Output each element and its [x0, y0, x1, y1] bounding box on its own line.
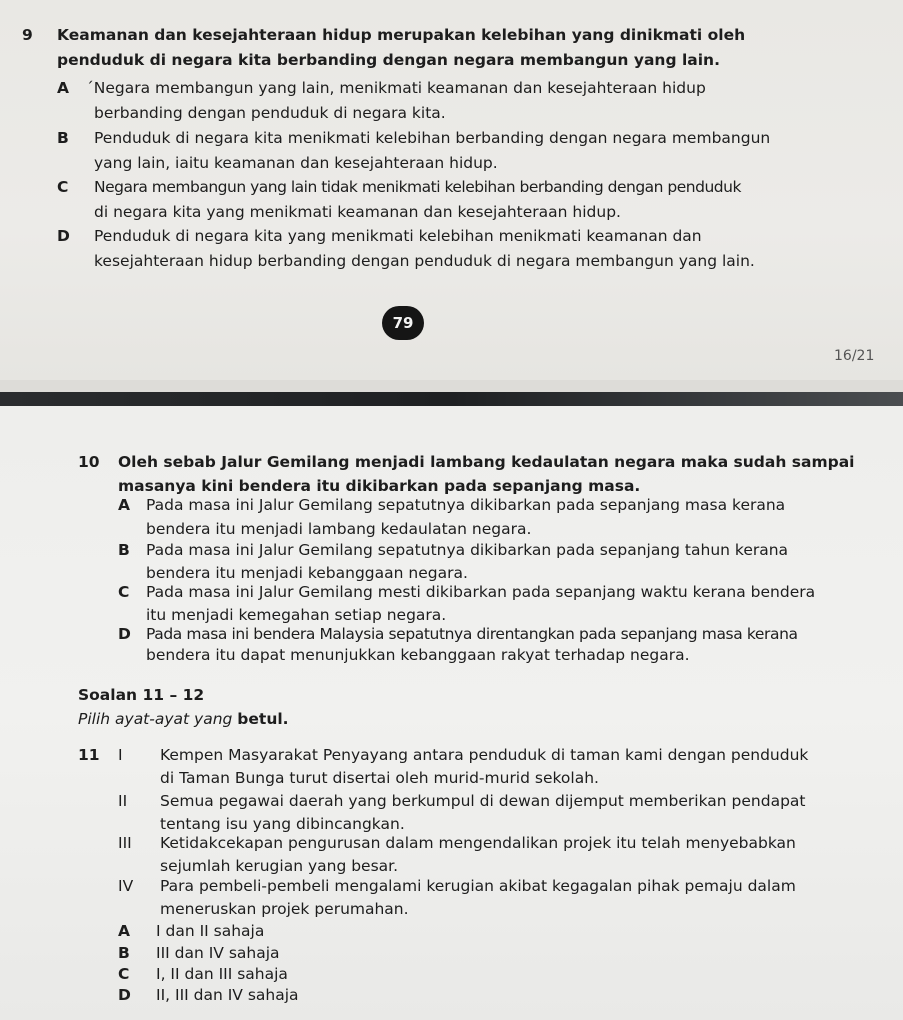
question-number: 10: [78, 453, 100, 471]
statement-i-text: di Taman Bunga turut disertai oleh murid-murid sekolah.: [160, 769, 599, 787]
option-c-text: itu menjadi kemegahan setiap negara.: [146, 606, 447, 624]
option-a-text: ´Negara membangun yang lain, menikmati keamanan dan kesejahteraan hidup: [86, 79, 706, 97]
section-title: Soalan 11 – 12: [78, 686, 205, 704]
option-a-text: bendera itu menjadi lambang kedaulatan negara.: [146, 520, 532, 538]
option-c-text: I, II dan III sahaja: [156, 965, 288, 983]
statement-iii-text: sejumlah kerugian yang besar.: [160, 857, 399, 875]
statement-roman: IV: [118, 877, 134, 895]
option-a-text: Pada masa ini Jalur Gemilang sepatutnya dikibarkan pada sepanjang masa kerana: [146, 496, 786, 514]
statement-iv-text: meneruskan projek perumahan.: [160, 900, 409, 918]
option-letter: B: [57, 129, 69, 147]
option-letter: C: [118, 965, 130, 983]
statement-ii-text: tentang isu yang dibincangkan.: [160, 815, 405, 833]
question-number: 11: [78, 746, 100, 764]
option-letter: C: [57, 178, 69, 196]
option-letter: A: [57, 79, 69, 97]
option-letter: B: [118, 541, 130, 559]
statement-roman: I: [118, 746, 123, 764]
question-stem: masanya kini bendera itu dikibarkan pada sepanjang masa.: [118, 477, 641, 495]
option-d-text: kesejahteraan hidup berbanding dengan penduduk di negara membangun yang lain.: [94, 252, 755, 270]
question-stem: Oleh sebab Jalur Gemilang menjadi lambang kedaulatan negara maka sudah sampai: [118, 453, 855, 471]
page-counter: 16/21: [834, 348, 875, 364]
option-letter: A: [118, 922, 130, 940]
option-b-text: yang lain, iaitu keamanan dan kesejahteraan hidup.: [94, 154, 498, 172]
option-b-text: III dan IV sahaja: [156, 944, 280, 962]
statement-ii-text: Semua pegawai daerah yang berkumpul di dewan dijemput memberikan pendapat: [160, 792, 806, 810]
option-b-text: bendera itu menjadi kebanggaan negara.: [146, 564, 468, 582]
statement-roman: III: [118, 834, 132, 852]
question-stem: penduduk di negara kita berbanding dengan negara membangun yang lain.: [57, 51, 720, 69]
question-stem: Keamanan dan kesejahteraan hidup merupakan kelebihan yang dinikmati oleh: [57, 26, 746, 44]
instruction-emphasis: betul.: [237, 710, 289, 728]
option-d-text: bendera itu dapat menunjukkan kebanggaan rakyat terhadap negara.: [146, 646, 690, 664]
option-d-text: II, III dan IV sahaja: [156, 986, 299, 1004]
option-letter: D: [118, 986, 131, 1004]
option-c-text: Negara membangun yang lain tidak menikmati kelebihan berbanding dengan penduduk: [94, 178, 741, 196]
option-a-text: berbanding dengan penduduk di negara kita.: [94, 104, 446, 122]
option-c-text: Pada masa ini Jalur Gemilang mesti dikibarkan pada sepanjang waktu kerana bendera: [146, 583, 816, 601]
option-letter: D: [118, 625, 131, 643]
option-a-text: I dan II sahaja: [156, 922, 265, 940]
page-divider-bar: [0, 392, 903, 406]
section-instruction: [78, 710, 289, 728]
statement-iv-text: Para pembeli-pembeli mengalami kerugian akibat kegagalan pihak pemaju dalam: [160, 877, 796, 895]
instruction-text: Pilih ayat-ayat yang: [78, 710, 238, 728]
option-letter: A: [118, 496, 130, 514]
statement-i-text: Kempen Masyarakat Penyayang antara penduduk di taman kami dengan penduduk: [160, 746, 809, 764]
option-b-text: Penduduk di negara kita menikmati kelebihan berbanding dengan negara membangun: [94, 129, 771, 147]
question-number: 9: [22, 26, 33, 44]
option-c-text: di negara kita yang menikmati keamanan dan kesejahteraan hidup.: [94, 203, 621, 221]
option-letter: C: [118, 583, 130, 601]
option-d-text: Pada masa ini bendera Malaysia sepatutnya direntangkan pada sepanjang masa kerana: [146, 625, 798, 643]
option-b-text: Pada masa ini Jalur Gemilang sepatutnya dikibarkan pada sepanjang tahun kerana: [146, 541, 789, 559]
option-letter: D: [57, 227, 70, 245]
option-d-text: Penduduk di negara kita yang menikmati kelebihan menikmati keamanan dan: [94, 227, 702, 245]
statement-roman: II: [118, 792, 128, 810]
statement-iii-text: Ketidakcekapan pengurusan dalam mengendalikan projek itu telah menyebabkan: [160, 834, 796, 852]
page-number-badge: 79: [382, 306, 424, 340]
option-letter: B: [118, 944, 130, 962]
